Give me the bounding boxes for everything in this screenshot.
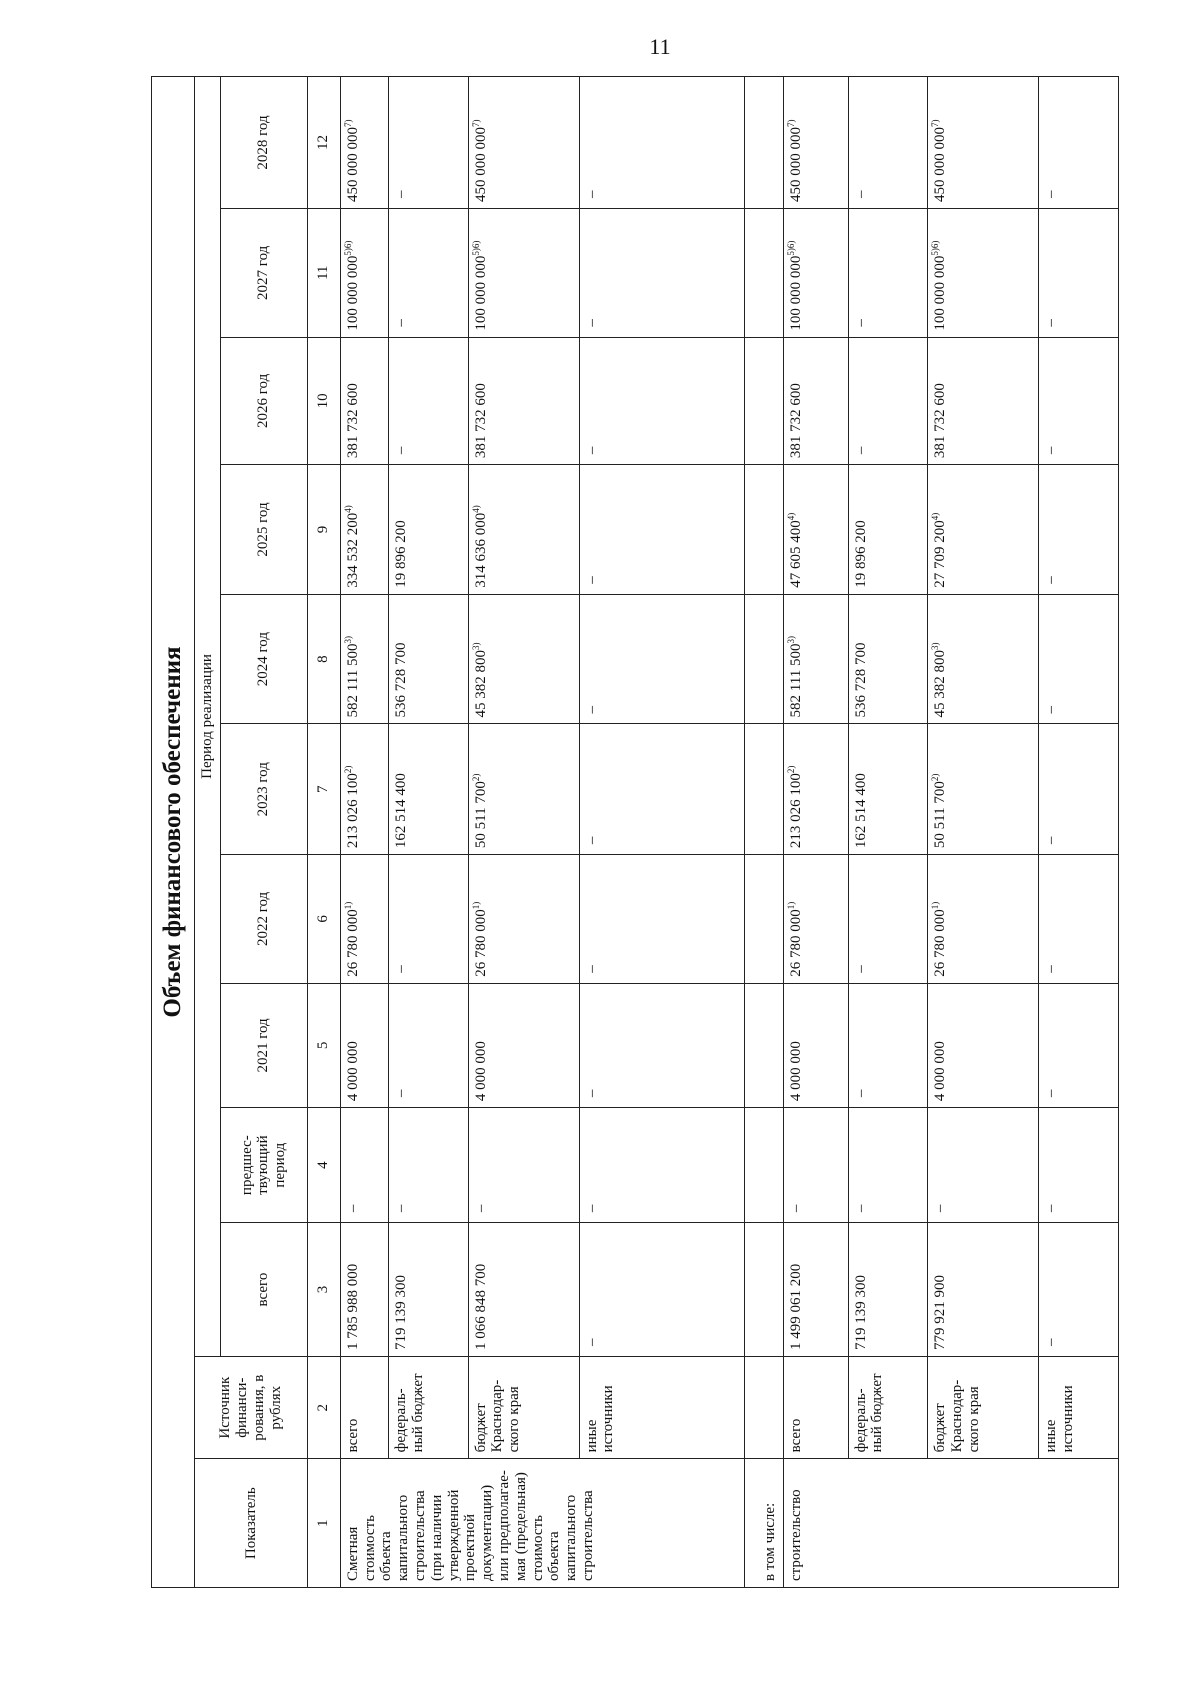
col-number: 3 xyxy=(307,1223,340,1357)
value-cell: – xyxy=(579,724,744,855)
col-number: 1 xyxy=(307,1459,340,1588)
value-cell: 26 780 000$^{1)}$ xyxy=(783,855,848,984)
section1-indicator: Сметная стоимость объекта капитального строительства (при наличии утвержденной проектной документации) или предполагае-мая (предельная) стоимость объекта капитального строительства xyxy=(340,1459,744,1588)
value-cell: 100 000 $000^{5)6)}$ xyxy=(340,209,388,338)
col-number: 6 xyxy=(307,855,340,984)
empty-cell xyxy=(744,1108,783,1223)
value-cell: – xyxy=(1039,983,1119,1107)
source-cell: всего xyxy=(783,1356,848,1458)
header-year-2027: 2027 год xyxy=(220,209,307,338)
col-number: 7 xyxy=(307,724,340,855)
value-cell: – xyxy=(928,1108,1039,1223)
value-cell: 26 780 000$^{1)}$ xyxy=(928,855,1039,984)
table-row xyxy=(744,77,783,1588)
value-cell: – xyxy=(389,209,469,338)
value-cell: – xyxy=(389,1108,469,1223)
value-cell: – xyxy=(1039,594,1119,724)
source-cell: бюджет Краснодар-ского края xyxy=(928,1356,1039,1458)
header-year-2026: 2026 год xyxy=(220,337,307,465)
col-number: 8 xyxy=(307,594,340,724)
header-year-2021: 2021 год xyxy=(220,983,307,1107)
col-number: 9 xyxy=(307,465,340,595)
value-cell: – xyxy=(579,983,744,1107)
value-cell: – xyxy=(848,77,928,209)
value-cell: – xyxy=(579,594,744,724)
value-cell: 334 532 200$^{4)}$ xyxy=(340,465,388,595)
value-cell: – xyxy=(579,77,744,209)
column-numbers-row xyxy=(307,77,340,1588)
col-number: 4 xyxy=(307,1108,340,1223)
header-source: Источник финанси-рования, в рублях xyxy=(195,1356,308,1458)
value-cell: 314 636 000$^{4)}$ xyxy=(468,465,579,595)
empty-cell xyxy=(744,1356,783,1458)
value-cell: 381 732 600 xyxy=(783,337,848,465)
value-cell: – xyxy=(1039,855,1119,984)
value-cell: 162 514 400 xyxy=(848,724,928,855)
source-cell: иные источники xyxy=(1039,1356,1119,1458)
value-cell: – xyxy=(389,855,469,984)
empty-cell xyxy=(744,465,783,595)
col-number: 2 xyxy=(307,1356,340,1458)
value-cell: 213 026 100$^{2)}$ xyxy=(783,724,848,855)
value-cell: – xyxy=(389,337,469,465)
value-cell: 50 511 700$^{2)}$ xyxy=(468,724,579,855)
source-cell: бюджет Краснодар-ского края xyxy=(468,1356,579,1458)
value-cell: 26 780 000$^{1)}$ xyxy=(340,855,388,984)
value-cell: 100 000 $000^{5)6)}$ xyxy=(468,209,579,338)
header-previous: предшес-твующий период xyxy=(220,1108,307,1223)
value-cell: – xyxy=(1039,77,1119,209)
header-year-2028: 2028 год xyxy=(220,77,307,209)
value-cell: – xyxy=(1039,1108,1119,1223)
section2-indicator: строительство xyxy=(783,1459,1118,1588)
rotated-table-frame xyxy=(151,76,1119,1588)
empty-cell xyxy=(744,594,783,724)
source-cell: федераль-ный бюджет xyxy=(389,1356,469,1458)
value-cell: 213 026 100$^{2)}$ xyxy=(340,724,388,855)
empty-cell xyxy=(744,983,783,1107)
table-row xyxy=(1039,77,1119,1588)
value-cell: – xyxy=(1039,209,1119,338)
header-year-2023: 2023 год xyxy=(220,724,307,855)
col-number: 5 xyxy=(307,983,340,1107)
value-cell: – xyxy=(783,1108,848,1223)
value-cell: 582 111 500$^{3)}$ xyxy=(340,594,388,724)
header-period: Период реализации xyxy=(195,77,221,1357)
value-cell: 4 000 000 xyxy=(783,983,848,1107)
value-cell: 582 111 500$^{3)}$ xyxy=(783,594,848,724)
value-cell: 450 000 000$^{7)}$ xyxy=(340,77,388,209)
financing-table xyxy=(151,76,1119,1588)
value-cell: 719 139 300 xyxy=(848,1223,928,1357)
value-cell: – xyxy=(848,209,928,338)
header-year-2024: 2024 год xyxy=(220,594,307,724)
value-cell: – xyxy=(579,1223,744,1357)
header-year-2025: 2025 год xyxy=(220,465,307,595)
table-row xyxy=(468,77,579,1588)
value-cell: 536 728 700 xyxy=(389,594,469,724)
table-row xyxy=(340,77,388,1588)
value-cell: 4 000 000 xyxy=(928,983,1039,1107)
header-total: всего xyxy=(220,1223,307,1357)
header-year-2022: 2022 год xyxy=(220,855,307,984)
empty-cell xyxy=(744,77,783,209)
in-that-number-label: в том числе: xyxy=(744,1459,783,1588)
value-cell: 27 709 200$^{4)}$ xyxy=(928,465,1039,595)
value-cell: – xyxy=(848,337,928,465)
value-cell: 4 000 000 xyxy=(340,983,388,1107)
value-cell: 4 000 000 xyxy=(468,983,579,1107)
value-cell: 1 066 848 700 xyxy=(468,1223,579,1357)
col-number: 10 xyxy=(307,337,340,465)
source-cell: всего xyxy=(340,1356,388,1458)
value-cell: – xyxy=(1039,337,1119,465)
value-cell: 381 732 600 xyxy=(928,337,1039,465)
value-cell: 100 000 $000^{5)6)}$ xyxy=(783,209,848,338)
source-cell: федераль-ный бюджет xyxy=(848,1356,928,1458)
empty-cell xyxy=(744,724,783,855)
value-cell: 162 514 400 xyxy=(389,724,469,855)
value-cell: – xyxy=(848,855,928,984)
value-cell: 719 139 300 xyxy=(389,1223,469,1357)
value-cell: 19 896 200 xyxy=(389,465,469,595)
value-cell: 19 896 200 xyxy=(848,465,928,595)
table-row xyxy=(928,77,1039,1588)
value-cell: – xyxy=(389,983,469,1107)
value-cell: – xyxy=(340,1108,388,1223)
table-row xyxy=(848,77,928,1588)
value-cell: – xyxy=(579,465,744,595)
value-cell: 779 921 900 xyxy=(928,1223,1039,1357)
value-cell: 26 780 000$^{1)}$ xyxy=(468,855,579,984)
header-indicator: Показатель xyxy=(195,1459,308,1588)
empty-cell xyxy=(744,337,783,465)
value-cell: 450 000 000$^{7)}$ xyxy=(928,77,1039,209)
page-number: 11 xyxy=(649,34,671,59)
value-cell: – xyxy=(1039,465,1119,595)
value-cell: 47 605 400$^{4)}$ xyxy=(783,465,848,595)
col-number: 11 xyxy=(307,209,340,338)
value-cell: 45 382 800$^{3)}$ xyxy=(928,594,1039,724)
value-cell: – xyxy=(579,1108,744,1223)
value-cell: 381 732 600 xyxy=(340,337,388,465)
value-cell: – xyxy=(389,77,469,209)
value-cell: 450 000 000$^{7)}$ xyxy=(783,77,848,209)
value-cell: 450 000 000$^{7)}$ xyxy=(468,77,579,209)
value-cell: 536 728 700 xyxy=(848,594,928,724)
source-cell: иные источники xyxy=(579,1356,744,1458)
value-cell: 1 785 988 000 xyxy=(340,1223,388,1357)
value-cell: 381 732 600 xyxy=(468,337,579,465)
empty-cell xyxy=(744,855,783,984)
value-cell: 100 000 $000^{5)6)}$ xyxy=(928,209,1039,338)
value-cell: – xyxy=(848,983,928,1107)
table-row xyxy=(579,77,744,1588)
empty-cell xyxy=(744,1223,783,1357)
value-cell: – xyxy=(468,1108,579,1223)
empty-cell xyxy=(744,209,783,338)
value-cell: – xyxy=(848,1108,928,1223)
value-cell: 45 382 800$^{3)}$ xyxy=(468,594,579,724)
value-cell: – xyxy=(579,855,744,984)
value-cell: – xyxy=(579,337,744,465)
value-cell: 50 511 700$^{2)}$ xyxy=(928,724,1039,855)
value-cell: 1 499 061 200 xyxy=(783,1223,848,1357)
value-cell: – xyxy=(1039,724,1119,855)
value-cell: – xyxy=(579,209,744,338)
rotated-table-wrapper xyxy=(151,76,1119,1588)
value-cell: – xyxy=(1039,1223,1119,1357)
col-number: 12 xyxy=(307,77,340,209)
table-row xyxy=(783,77,848,1588)
table-row xyxy=(389,77,469,1588)
table-title: Объем финансового обеспечения xyxy=(152,77,195,1588)
